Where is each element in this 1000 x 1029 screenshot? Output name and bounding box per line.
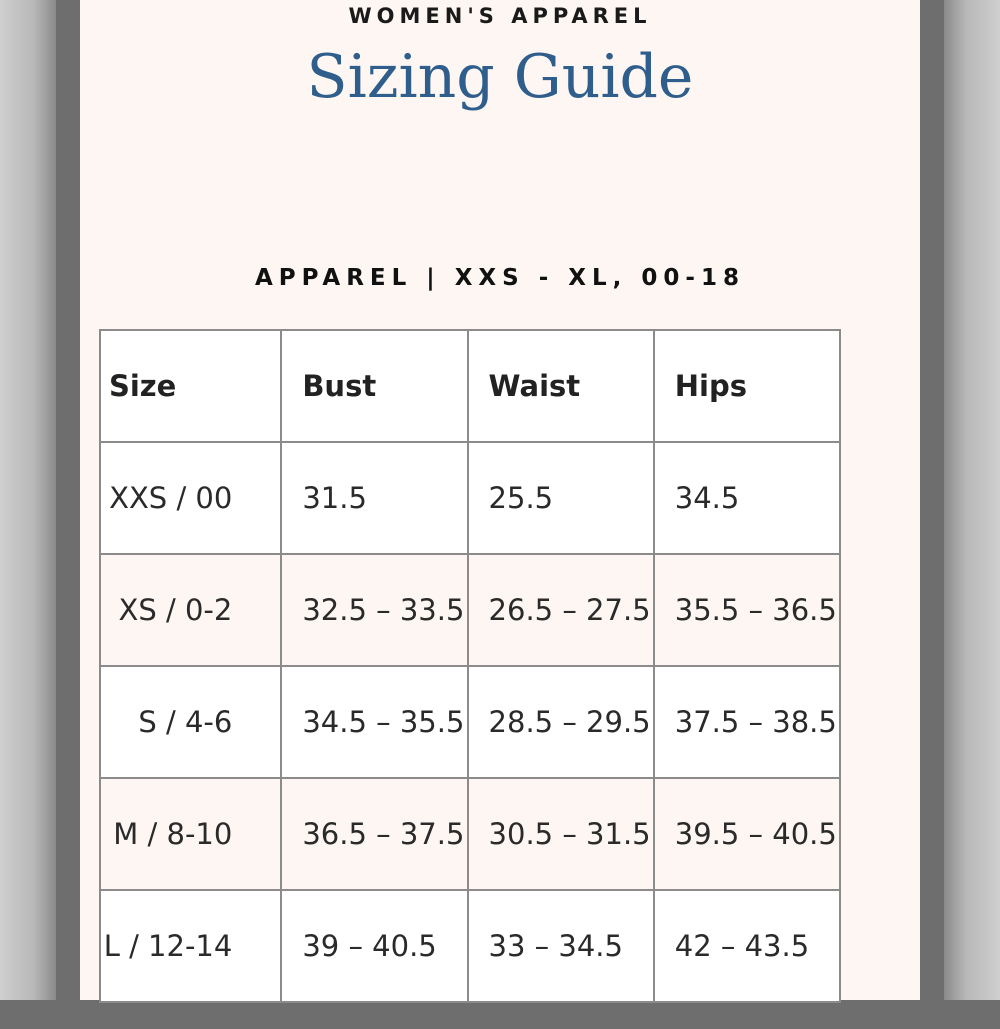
size-table	[99, 329, 841, 1003]
bust-cell: 31.5	[281, 442, 467, 554]
screen-right-edge	[944, 0, 1000, 1000]
size-cell: S / 4-6	[100, 666, 281, 778]
size-cell: M / 8-10	[100, 778, 281, 890]
size-cell: XXS / 00	[100, 442, 281, 554]
page-title: Sizing Guide	[306, 42, 694, 112]
hips-cell: 39.5 – 40.5	[654, 778, 840, 890]
screen-left-edge	[0, 0, 56, 1000]
category-label: WOMEN'S APPAREL	[348, 4, 652, 28]
size-cell: L / 12-14	[100, 890, 281, 1002]
table-row	[100, 666, 840, 778]
waist-cell: 25.5	[468, 442, 654, 554]
bust-cell: 32.5 – 33.5	[281, 554, 467, 666]
column-header-waist: Waist	[468, 330, 654, 442]
waist-cell: 33 – 34.5	[468, 890, 654, 1002]
hips-cell: 37.5 – 38.5	[654, 666, 840, 778]
table-row	[100, 778, 840, 890]
hips-cell: 35.5 – 36.5	[654, 554, 840, 666]
column-header-size: Size	[100, 330, 281, 442]
hips-cell: 42 – 43.5	[654, 890, 840, 1002]
bust-cell: 34.5 – 35.5	[281, 666, 467, 778]
table-row	[100, 890, 840, 1002]
table-row	[100, 442, 840, 554]
waist-cell: 30.5 – 31.5	[468, 778, 654, 890]
column-header-hips: Hips	[654, 330, 840, 442]
table-subtitle: APPAREL | XXS - XL, 00-18	[255, 265, 745, 291]
column-header-bust: Bust	[281, 330, 467, 442]
waist-cell: 26.5 – 27.5	[468, 554, 654, 666]
table-row	[100, 554, 840, 666]
size-table-viewport[interactable]	[103, 329, 871, 1029]
hips-cell: 34.5	[654, 442, 840, 554]
sizing-guide-page[interactable]	[80, 0, 920, 1000]
table-header-row	[100, 330, 840, 442]
size-cell: XS / 0-2	[100, 554, 281, 666]
bust-cell: 36.5 – 37.5	[281, 778, 467, 890]
waist-cell: 28.5 – 29.5	[468, 666, 654, 778]
bust-cell: 39 – 40.5	[281, 890, 467, 1002]
